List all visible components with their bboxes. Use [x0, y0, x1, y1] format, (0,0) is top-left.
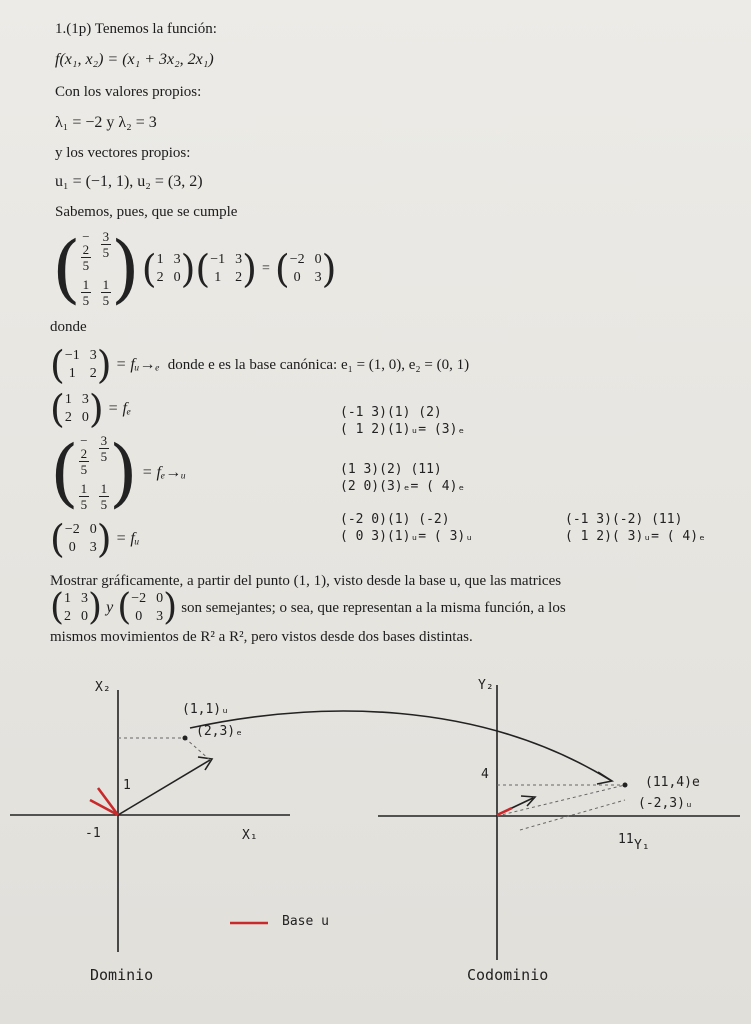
point-11-4	[623, 783, 628, 788]
point-11-4-e-label: (11,4)e	[645, 775, 700, 790]
tick-eleven: 11	[618, 832, 634, 847]
eigenvectors: u₁ = (−1, 1), u₂ = (3, 2)	[55, 173, 203, 190]
codominio-label: Codominio	[467, 966, 549, 984]
base-u-vectors	[90, 788, 512, 923]
y1-axis-label: Y₁	[634, 838, 650, 853]
x2-axis-label: X₂	[95, 680, 111, 695]
donde-text: donde	[50, 319, 87, 335]
question-line-3: mismos movimientos de R² a R², pero vistos desde dos bases distintas.	[50, 629, 473, 645]
handwritten-note-3: (-2 0)(1) (-2)	[340, 512, 450, 527]
handwritten-note-1: (-1 3)(1) (2)	[340, 405, 442, 420]
domain-vector	[118, 760, 210, 815]
mapping-arrow	[190, 711, 610, 780]
y2-axis-label: Y₂	[478, 678, 494, 693]
exercise-heading: 1.(1p) Tenemos la función:	[55, 21, 217, 37]
handwritten-note-2: (1 3)(2) (11)	[340, 462, 442, 477]
eigenvalues-intro: Con los valores propios:	[55, 84, 202, 100]
handwritten-note-4b: ( 1 2)( 3)ᵤ= ( 4)ₑ	[565, 529, 706, 544]
matrix-f-e-u: ( − 2 5 3 5 1 5 1 5 ) = fₑ→ᵤ	[50, 429, 186, 516]
point-2-3-e-label: (2,3)ₑ	[196, 724, 243, 739]
eigenvectors-intro: y los vectores propios:	[55, 145, 191, 161]
sabemos-text: Sabemos, pues, que se cumple	[55, 204, 238, 220]
point-2-3	[183, 736, 188, 741]
matrix-f-e: ( 1 3 2 0 ) = fₑ	[50, 387, 132, 431]
handwritten-note-4: (-1 3)(-2) (11)	[565, 512, 683, 527]
legend-base-u: Base u	[282, 914, 329, 929]
matrix-f-u: ( −2 0 0 3 ) = fᵤ	[50, 517, 140, 561]
tick-four: 4	[481, 767, 489, 782]
x1-axis-label: X₁	[242, 828, 258, 843]
question-line-1: Mostrar gráficamente, a partir del punto (1, 1), visto desde la base u, que las matrices	[50, 573, 562, 589]
handwritten-note-3b: ( 0 3)(1)ᵤ= ( 3)ᵤ	[340, 529, 474, 544]
handwritten-note-1b: ( 1 2)(1)ᵤ= (3)ₑ	[340, 422, 466, 437]
matrix-equation: ( − 2 5 3 5 1 5 1 5 ) ( 1 3 2 0 ) ( −1 3 1 2 ) = ( −2 0 0 3 )	[52, 225, 337, 312]
tick-neg-one: -1	[85, 826, 101, 841]
point-1-1-u-label: (1,1)ᵤ	[182, 702, 229, 717]
point-neg2-3-u-label: (-2,3)ᵤ	[638, 796, 693, 811]
matrix-f-u-e: ( −1 3 1 2 ) = fᵤ→ₑ donde e es la base canónica: e₁ = (1, 0), e₂ = (0, 1)	[50, 343, 470, 387]
tick-one: 1	[123, 778, 131, 793]
dominio-label: Dominio	[90, 966, 154, 984]
question-line-2: ( 1 3 2 0 ) y ( −2 0 0 3 ) son semejantes; o sea, que representan a la misma función, a los	[50, 587, 566, 628]
handwritten-note-2b: (2 0)(3)ₑ= ( 4)ₑ	[340, 479, 466, 494]
eigenvalues: λ₁ = −2 y λ₂ = 3	[55, 114, 157, 131]
function-definition: f(x₁, x₂) = (x₁ + 3x₂, 2x₁)	[55, 51, 214, 68]
